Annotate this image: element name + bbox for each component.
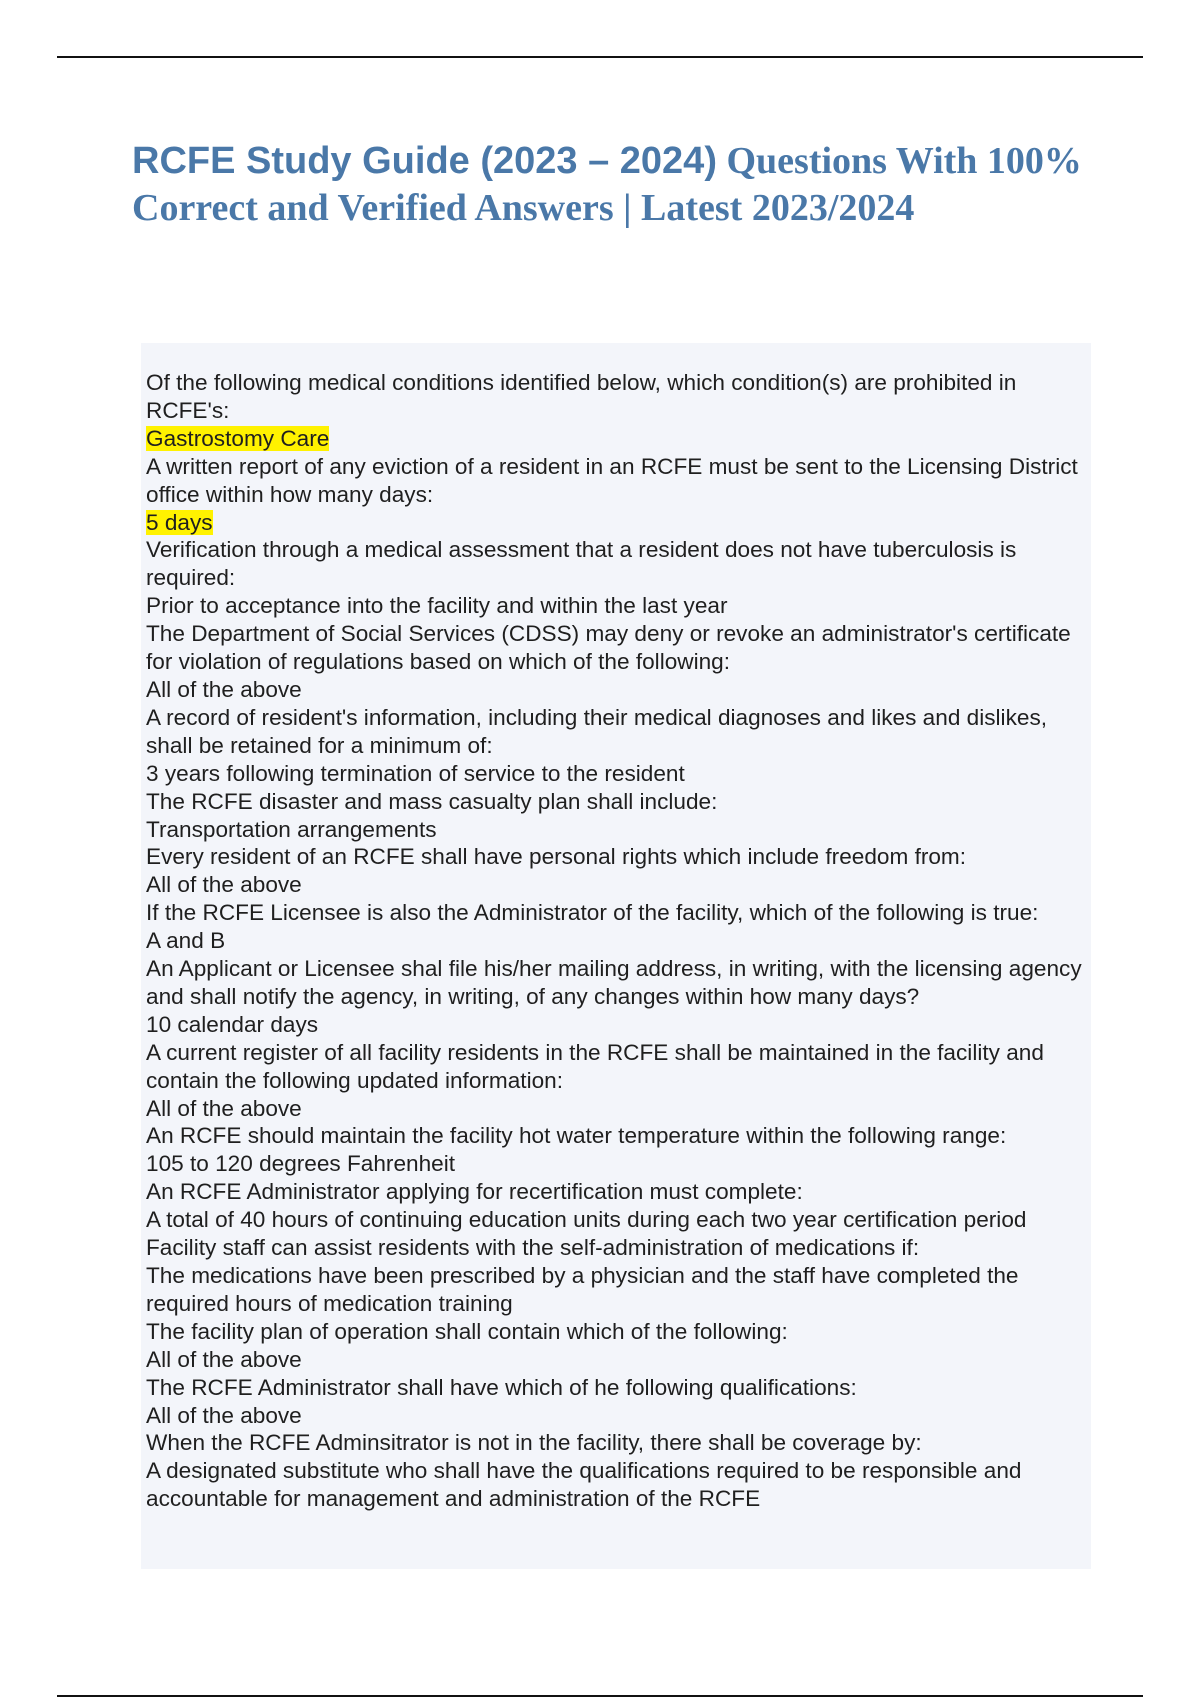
question-text: An RCFE should maintain the facility hot water temperature within the following range: xyxy=(146,1123,1007,1149)
question-text: A current register of all facility residents in the RCFE shall be maintained in the facility and contain the following updated information: xyxy=(146,1039,1044,1093)
answer-text xyxy=(146,425,1086,453)
question-text: Of the following medical conditions identified below, which condition(s) are prohibited in RCFE's: xyxy=(146,370,1017,423)
top-rule xyxy=(57,56,1143,58)
answer-text: All of the above xyxy=(146,676,302,702)
answer-text: All of the above xyxy=(146,1402,302,1428)
answer-text: A designated substitute who shall have the qualifications required to be responsible and accountable for management and administration of the RCFE xyxy=(146,1458,1022,1512)
highlighted-answer: 5 days xyxy=(146,509,213,535)
question-text: When the RCFE Adminsitrator is not in the facility, there shall be coverage by: xyxy=(146,1430,922,1456)
answer-text: 3 years following termination of service to the resident xyxy=(146,760,685,786)
question-text: The Department of Social Services (CDSS) may deny or revoke an administrator's certificate for violation of regulations based on which of the following: xyxy=(146,621,1071,675)
answer-text: 10 calendar days xyxy=(146,1011,319,1037)
question-text: The RCFE Administrator shall have which of he following qualifications: xyxy=(146,1374,857,1400)
answer-text: Transportation arrangements xyxy=(146,816,437,842)
answer-text: A and B xyxy=(146,928,226,954)
answer-text: The medications have been prescribed by a physician and the staff have completed the required hours of medication training xyxy=(146,1263,1019,1316)
question-text: The RCFE disaster and mass casualty plan shall include: xyxy=(146,788,718,814)
answer-text: All of the above xyxy=(146,872,302,898)
answer-text: Prior to acceptance into the facility and within the last year xyxy=(146,593,728,619)
highlighted-answer: Gastrostomy Care xyxy=(146,425,330,451)
question-text: A written report of any eviction of a resident in an RCFE must be sent to the Licensing District office within how many days: xyxy=(146,453,1078,507)
answer-text: 105 to 120 degrees Fahrenheit xyxy=(146,1151,456,1177)
question-text: Every resident of an RCFE shall have personal rights which include freedom from: xyxy=(146,844,967,870)
question-text: Facility staff can assist residents with the self-administration of medications if: xyxy=(146,1235,920,1261)
question-text: The facility plan of operation shall contain which of the following: xyxy=(146,1318,788,1344)
answer-text: A total of 40 hours of continuing education units during each two year certification period xyxy=(146,1207,1027,1233)
question-text: An Applicant or Licensee shal file his/her mailing address, in writing, with the licensing agency and shall notify the agency, in writing, of any changes within how many days? xyxy=(146,956,1082,1009)
answer-text xyxy=(146,509,1086,537)
bottom-rule xyxy=(57,1695,1143,1697)
question-text: An RCFE Administrator applying for recertification must complete: xyxy=(146,1179,803,1205)
question-text: If the RCFE Licensee is also the Administrator of the facility, which of the following is true: xyxy=(146,900,1039,926)
title-part-sans: RCFE Study Guide (2023 – 2024) xyxy=(132,140,717,182)
title-part-serif: Questions With 100% Correct and Verified Answers | Latest 2023/2024 xyxy=(132,140,1082,229)
qa-list xyxy=(146,369,1086,1513)
page-title xyxy=(132,138,1132,232)
answer-text: All of the above xyxy=(146,1095,302,1121)
question-text: A record of resident's information, including their medical diagnoses and likes and dislikes, shall be retained for a minimum of: xyxy=(146,704,1048,758)
answer-text: All of the above xyxy=(146,1346,302,1372)
question-text: Verification through a medical assessment that a resident does not have tuberculosis is required: xyxy=(146,537,1017,591)
